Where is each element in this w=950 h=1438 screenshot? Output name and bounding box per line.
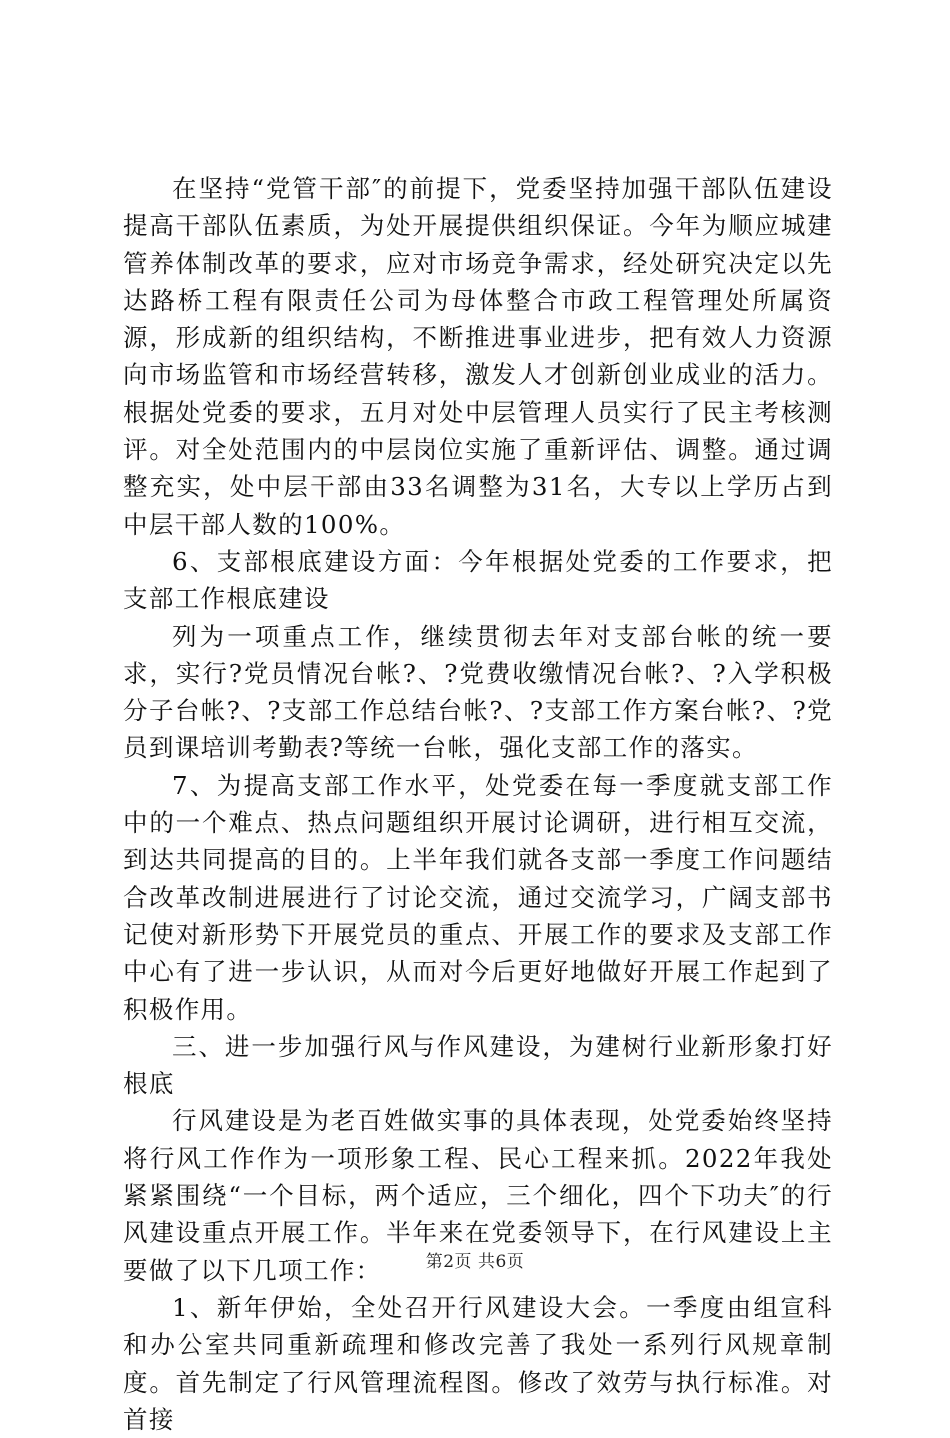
paragraph-work-style-intro: 行风建设是为老百姓做实事的具体表现，处党委始终坚持将行风工作作为一项形象工程、民心工程来抓。2022年我处紧紧围绕“一个目标，两个适应，三个细化，四个下功夫″的行风建设重点开展工作。半年来在党委领导下，在行风建设上主要做了以下几项工作：	[123, 1106, 833, 1285]
paragraph-branch-foundation: 6、支部根底建设方面：今年根据处党委的工作要求，把支部工作根底建设	[123, 546, 833, 614]
paragraph-branch-ledgers: 列为一项重点工作，继续贯彻去年对支部台帐的统一要求，实行?党员情况台帐?、?党费收缴情况台帐?、?入学积极分子台帐?、?支部工作总结台帐?、?支部工作方案台帐?、?党员到课培训考勤表?等统一台帐，强化支部工作的落实。	[123, 621, 833, 763]
paragraph-new-year-meeting: 1、新年伊始，全处召开行风建设大会。一季度由组宣科和办公室共同重新疏理和修改完善了我处一系列行风规章制度。首先制定了行风管理流程图。修改了效劳与执行标准。对首接	[123, 1292, 833, 1434]
paragraph-branch-exchange: 7、为提高支部工作水平，处党委在每一季度就支部工作中的一个难点、热点问题组织开展讨论调研，进行相互交流，到达共同提高的目的。上半年我们就各支部一季度工作问题结合改革改制进展进行了讨论交流，通过交流学习，广阔支部书记使对新形势下开展党员的重点、开展工作的要求及支部工作中心有了进一步认识，从而对今后更好地做好开展工作起到了积极作用。	[123, 770, 833, 1024]
section-heading-work-style: 三、进一步加强行风与作风建设，为建树行业新形象打好根底	[123, 1031, 833, 1099]
page-number-footer: 第2页 共6页	[425, 1252, 525, 1272]
paragraph-cadre-team: 在坚持“党管干部″的前提下，党委坚持加强干部队伍建设提高干部队伍素质，为处开展提供组织保证。今年为顺应城建管养体制改革的要求，应对市场竞争需求，经处研究决定以先达路桥工程有限责任公司为母体整合市政工程管理处所属资源，形成新的组织结构，不断推进事业进步，把有效人力资源向市场监管和市场经营转移，激发人才创新创业成业的活力。根据处党委的要求，五月对处中层管理人员实行了民主考核测评。对全处范围内的中层岗位实施了重新评估、调整。通过调整充实，处中层干部由33名调整为31名，大专以上学历占到中层干部人数的100%。	[123, 174, 833, 539]
